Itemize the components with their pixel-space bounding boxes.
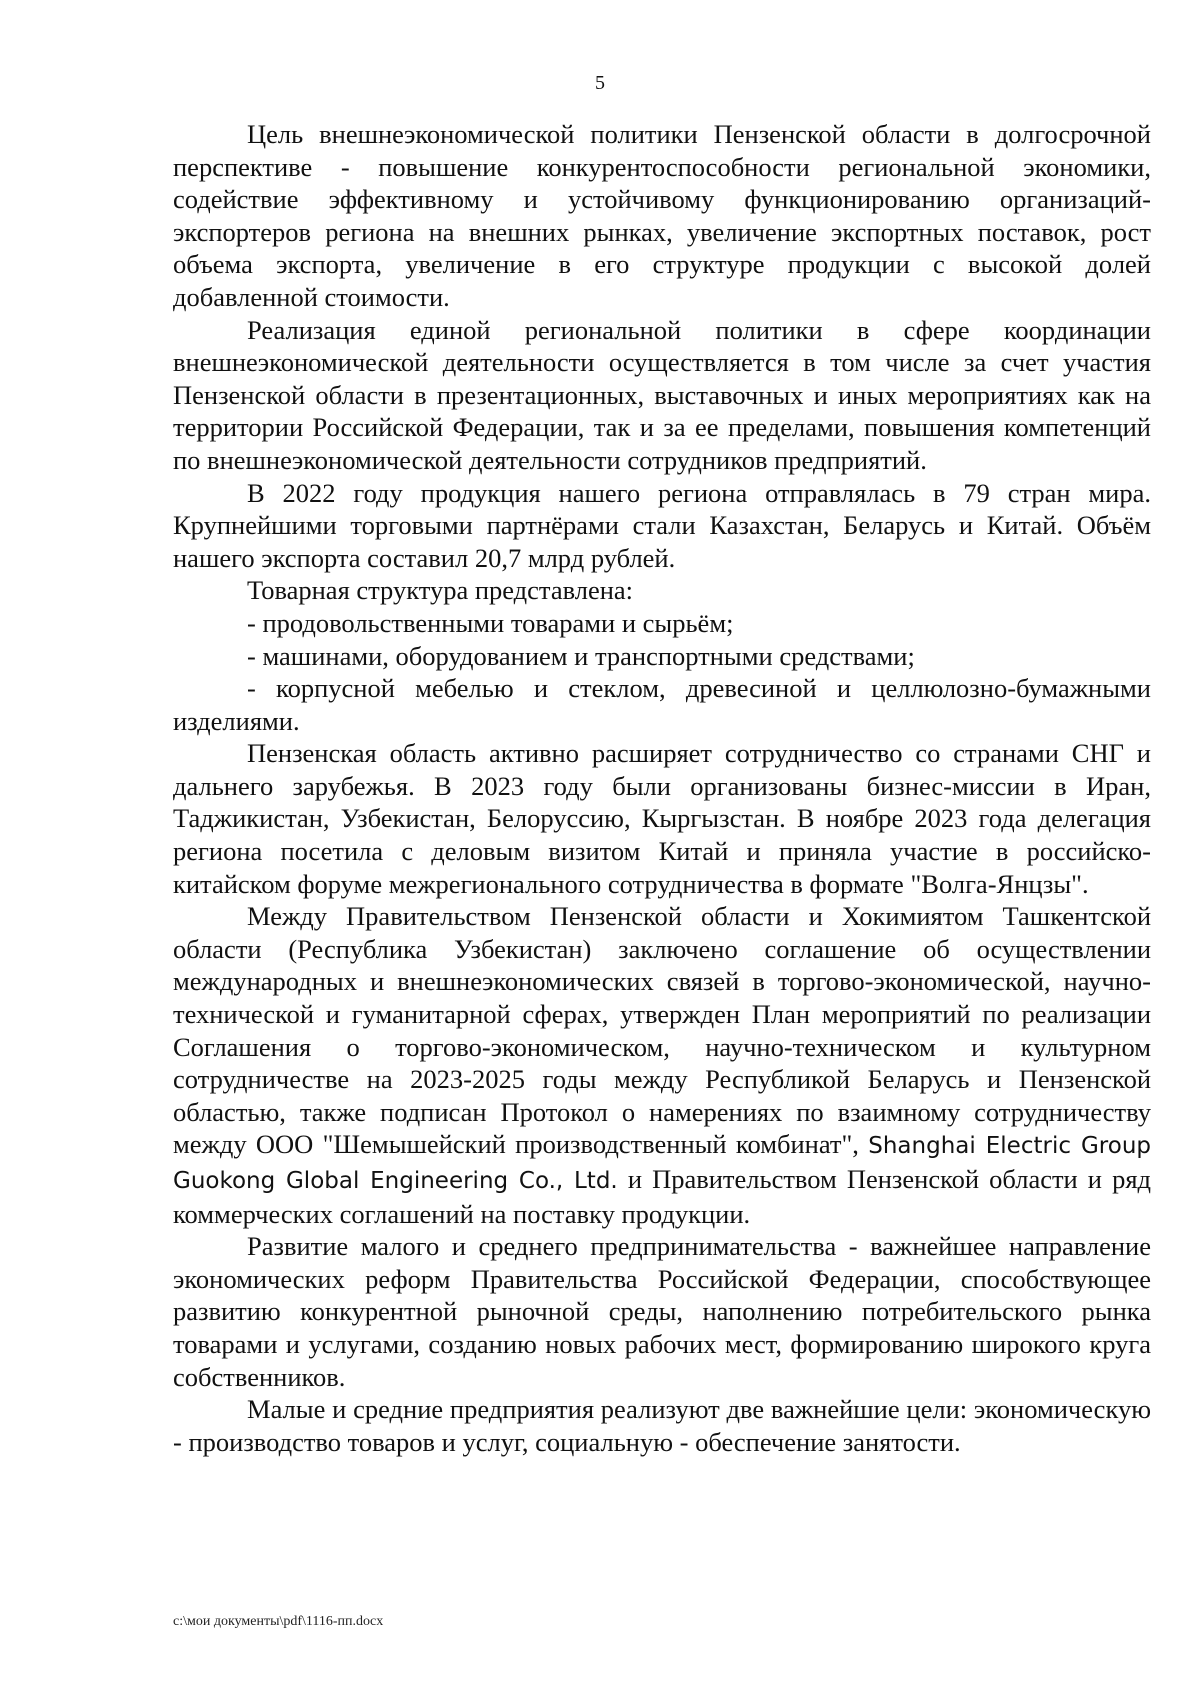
list-item-furniture: - корпусной мебелью и стеклом, древесиной и целлюлозно-бумажными изделиями. (173, 673, 1151, 736)
paragraph-export-policy-goal: Цель внешнеэкономической политики Пензенской области в долгосрочной перспективе - повышение конкурентоспособности региональной экономики, содействие эффективному и устойчивому функционированию организаций-экспортеров региона на внешних рынках, увеличение экспортных поставок, рост объема экспорта, увеличение в его структуре продукции с высокой долей добавленной стоимости. (173, 119, 1151, 312)
list-item-machinery: - машинами, оборудованием и транспортными средствами; (247, 640, 915, 671)
paragraph-cooperation: Пензенская область активно расширяет сотрудничество со странами СНГ и дальнего зарубежья. В 2023 году были организованы бизнес-миссии в Иран, Таджикистан, Узбекистан, Белоруссию, Кыргызстан. В ноябре 2023 года делегация региона посетила с деловым визитом Китай и приняла участие в российско-китайском форуме межрегионального сотрудничества в формате "Волга-Янцзы". (173, 738, 1151, 899)
company-name: Shanghai Electric Group Guokong Global Engineering Co., Ltd. (173, 1133, 1152, 1194)
footer-file-path: c:\мои документы\pdf\1116-пп.docx (173, 1614, 384, 1629)
paragraph-commodity-structure: Товарная структура представлена: (247, 575, 634, 606)
paragraph-export-2022: В 2022 году продукция нашего региона отправлялась в 79 стран мира. Крупнейшими торговыми партнёрами стали Казахстан, Беларусь и Китай. Объём нашего экспорта составил 20,7 млрд рублей. (173, 477, 1151, 573)
paragraph-agreements (173, 900, 1151, 1230)
paragraph-sme-goals: Малые и средние предприятия реализуют две важнейшие цели: экономическую - производство товаров и услуг, социальную - обеспечение занятости. (173, 1394, 1151, 1457)
agreement-text-before: Между Правительством Пензенской области и Хокимиятом Ташкентской области (Республика Узбекистан) заключено соглашение об осуществлении международных и внешнеэкономических связей в торгово-экономической, научно-технической и гуманитарной сферах, утвержден План мероприятий по реализации Соглашения о торгово-экономическом, научно-техническом и культурном сотрудничестве на 2023-2025 годы между Республикой Беларусь и Пензенской областью, также подписан Протокол о намерениях по взаимному сотрудничеству между ООО "Шемышейский производственный комбинат", (173, 901, 1151, 1160)
paragraph-regional-policy: Реализация единой региональной политики в сфере координации внешнеэкономической деятельности осуществляется в том числе за счет участия Пензенской области в презентационных, выставочных и иных мероприятиях как на территории Российской Федерации, так и за ее пределами, повышения компетенций по внешнеэкономической деятельности сотрудников предприятий. (173, 314, 1151, 475)
agreement-text-after: и Правительством Пензенской области и ряд коммерческих соглашений на поставку продукции. (173, 1164, 1151, 1229)
document-body (173, 118, 1151, 1458)
list-item-food: - продовольственными товарами и сырьём; (247, 607, 734, 638)
paragraph-sme-development: Развитие малого и среднего предпринимательства - важнейшее направление экономических реформ Правительства Российской Федерации, способствующее развитию конкурентной рыночной среды, наполнению потребительского рынка товарами и услугами, созданию новых рабочих мест, формированию широкого круга собственников. (173, 1231, 1151, 1392)
page-number: 5 (595, 72, 605, 94)
